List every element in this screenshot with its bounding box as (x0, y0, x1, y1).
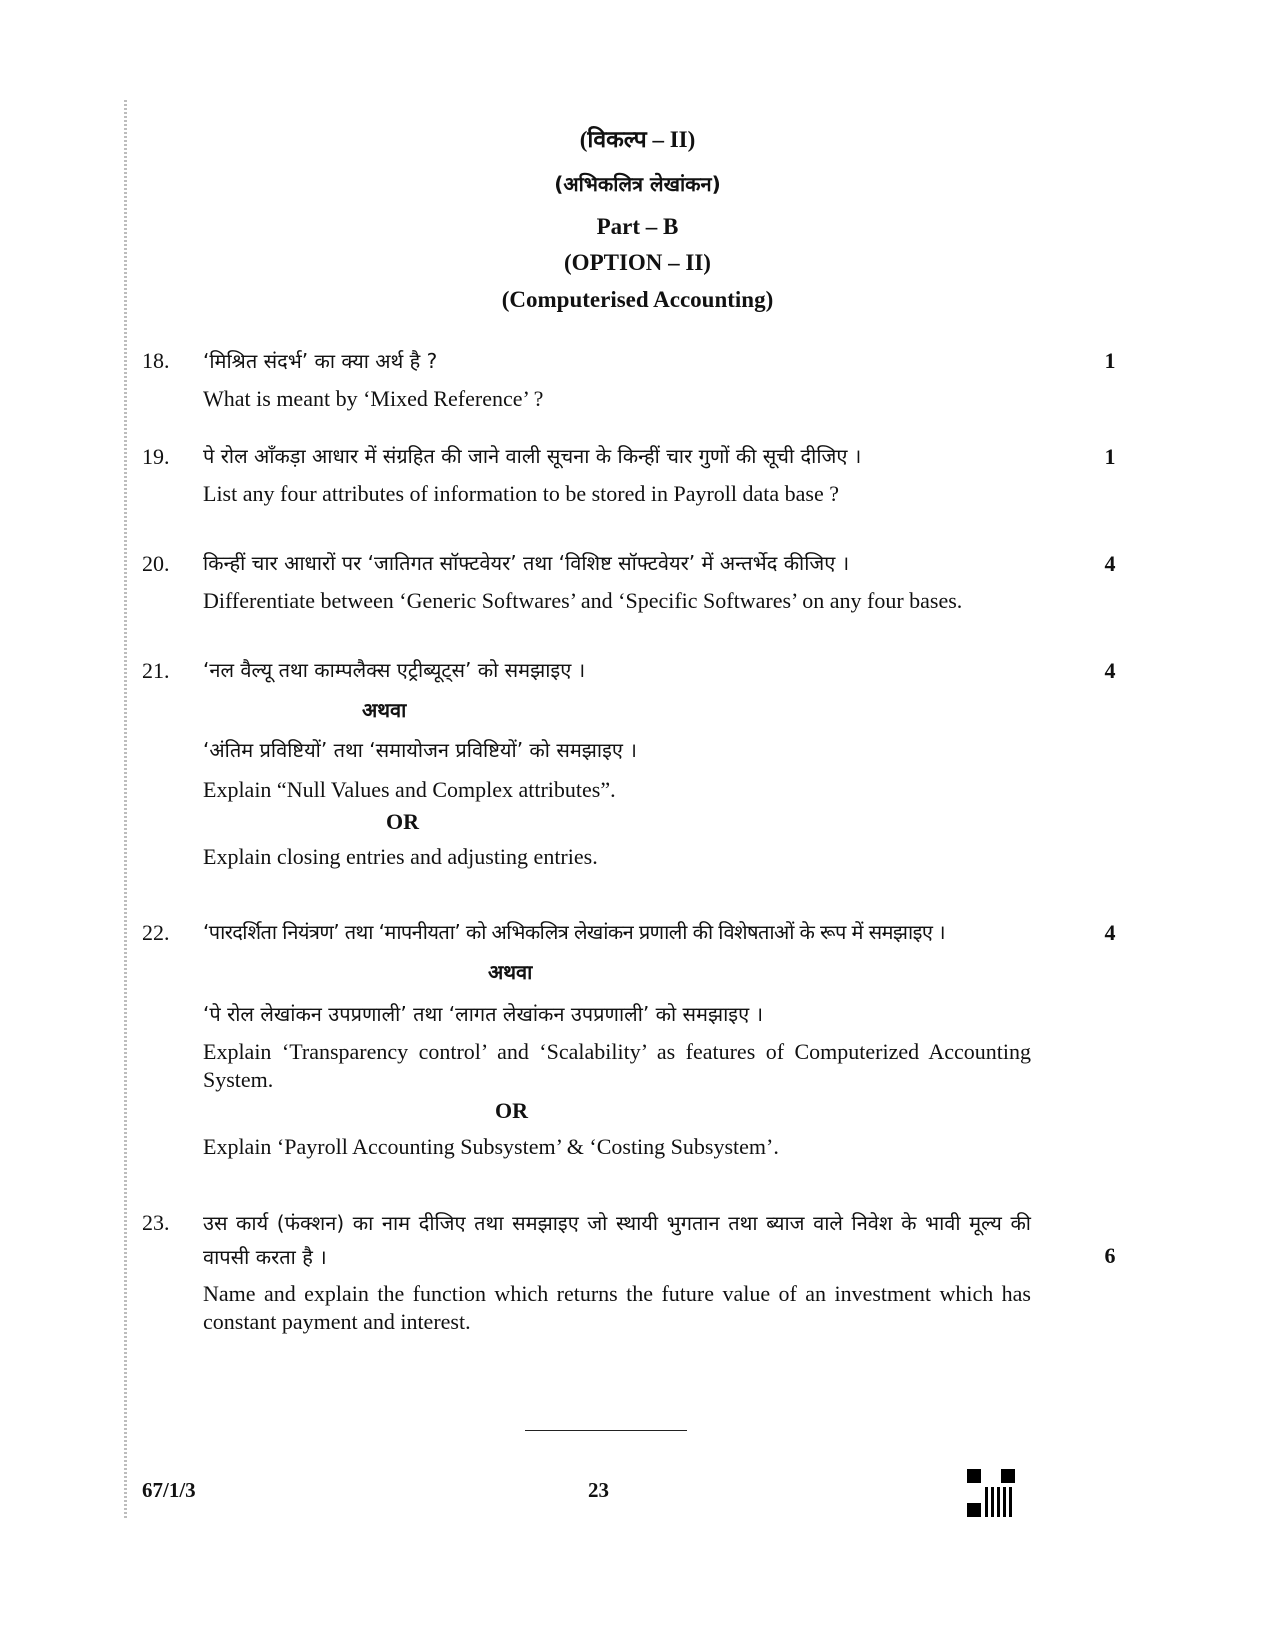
question-number: 23. (142, 1210, 170, 1235)
question-marks: 6 (1104, 1243, 1116, 1268)
question-hindi-text: उस कार्य (फंक्शन) का नाम दीजिए तथा समझाइए जो स्थायी भुगतान तथा ब्याज वाले निवेश के भावी मूल्य की वापसी करता है । (203, 1211, 1031, 1269)
question-number: 19. (142, 444, 170, 469)
qr-code-icon (966, 1468, 1016, 1518)
question-number: 21. (142, 658, 170, 683)
or-label-hindi: अथवा (488, 960, 533, 984)
heading-option: (OPTION – II) (564, 250, 711, 275)
question-marks: 4 (1104, 551, 1116, 576)
question-english-alt-text: Explain closing entries and adjusting entries. (203, 844, 598, 869)
question-english-text: What is meant by ‘Mixed Reference’ ? (203, 386, 544, 411)
question-marks: 4 (1104, 658, 1116, 683)
question-english-text: Name and explain the function which returns the future value of an investment which has constant payment and interest. (203, 1281, 1031, 1334)
question-english-alt-text: Explain ‘Payroll Accounting Subsystem’ & ‘Costing Subsystem’. (203, 1134, 779, 1159)
question-hindi-text: किन्हीं चार आधारों पर ‘जातिगत सॉफ्टवेयर’ तथा ‘विशिष्ट सॉफ्टवेयर’ में अन्तर्भेद कीजिए । (203, 551, 850, 575)
end-rule (525, 1430, 687, 1431)
heading-subject: (Computerised Accounting) (501, 287, 774, 312)
question-hindi-text: ‘मिश्रित संदर्भ’ का क्या अर्थ है ? (203, 349, 438, 373)
question-number: 22. (142, 920, 170, 945)
or-label-hindi: अथवा (362, 698, 407, 722)
question-hindi-alt-text: ‘पे रोल लेखांकन उपप्रणाली’ तथा ‘लागत लेखांकन उपप्रणाली’ को समझाइए । (203, 1002, 764, 1026)
heading-hindi-subject: (अभिकलित्र लेखांकन) (554, 172, 721, 196)
or-label: OR (386, 809, 419, 834)
question-english-text: Explain “Null Values and Complex attributes”. (203, 777, 616, 802)
question-hindi-text: ‘नल वैल्यू तथा काम्पलैक्स एट्रीब्यूट्स’ को समझाइए । (203, 658, 586, 682)
question-english-text: Explain ‘Transparency control’ and ‘Scalability’ as features of Computerized Accounting System. (203, 1039, 1031, 1092)
question-hindi-text: ‘पारदर्शिता नियंत्रण’ तथा ‘मापनीयता’ को अभिकलित्र लेखांकन प्रणाली की विशेषताओं के रूप में समझाइए । (203, 920, 946, 944)
question-english-text: List any four attributes of information to be stored in Payroll data base ? (203, 481, 840, 506)
heading-part: Part – B (596, 214, 679, 239)
question-number: 20. (142, 551, 170, 576)
question-hindi-alt-text: ‘अंतिम प्रविष्टियों’ तथा ‘समायोजन प्रविष्टियों’ को समझाइए । (203, 738, 637, 762)
heading-hindi-option: (विकल्प – II) (579, 127, 696, 152)
margin-watermark-strip (124, 100, 127, 1520)
paper-code: 67/1/3 (142, 1478, 196, 1502)
question-marks: 1 (1104, 348, 1116, 373)
question-hindi-text: पे रोल आँकड़ा आधार में संग्रहित की जाने वाली सूचना के किन्हीं चार गुणों की सूची दीजिए । (203, 444, 862, 468)
question-english-text: Differentiate between ‘Generic Softwares’ and ‘Specific Softwares’ on any four bases. (203, 588, 963, 613)
question-marks: 1 (1104, 444, 1116, 469)
page-number: 23 (588, 1478, 609, 1502)
or-label: OR (495, 1098, 528, 1123)
question-number: 18. (142, 348, 170, 373)
question-marks: 4 (1104, 920, 1116, 945)
